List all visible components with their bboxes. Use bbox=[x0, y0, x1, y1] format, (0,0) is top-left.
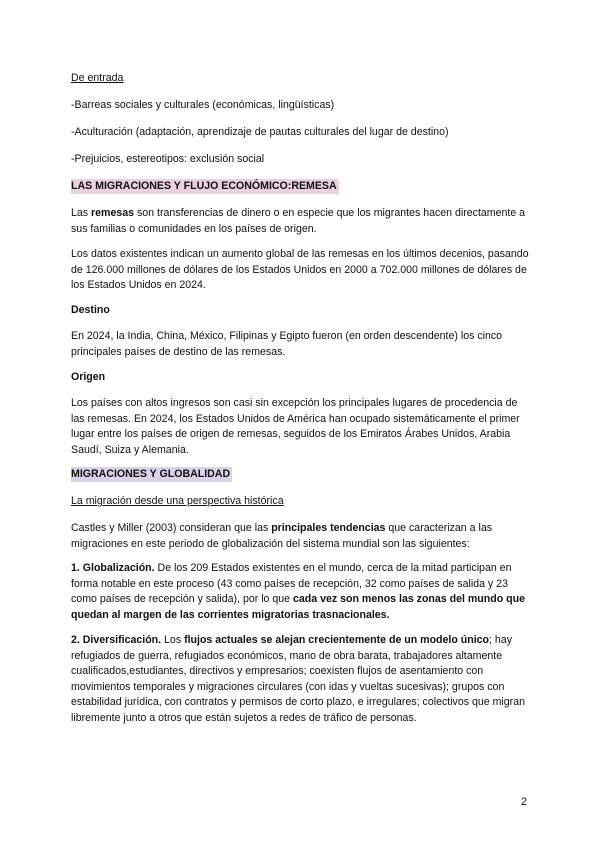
origen-text: Los países con altos ingresos son casi sin excepción los principales lugares de procedencia de las remesas. En 2024, los Estados Unidos de América han ocupado sistemáticamente el primer lugar entre los países de origen de remesas, seguidos de los Emiratos Árabes Unidos, Arabia Saudí, Suiza y Alemania. bbox=[71, 397, 520, 456]
destino-text: En 2024, la India, China, México, Filipinas y Egipto fueron (en orden descendente) los cinco principales países de destino de las remesas. bbox=[71, 330, 503, 358]
trend-2-label: 2. Diversificación. bbox=[71, 634, 162, 646]
globalidad-intro: Castles y Miller (2003) consideran que las principales tendencias que caracterizan a las migraciones en este periodo de globalización del sistema mundial son las siguientes: bbox=[71, 522, 493, 550]
globalidad-section bbox=[71, 467, 529, 483]
trend-diversificacion: 2. Diversificación. Los flujos actuales se alejan crecientemente de un modelo único; hay refugiados de guerra, refugiados económicos, mano de obra barata, trabajadores altamente cualificados,estudiantes, directivos y empresarios; coexisten flujos de asentamiento con movimientos temporales y migraciones circulares (con idas y vueltas sucesivas); grupos con estabilidad jurídica, con contratos y permisos de corto plazo, e irregulares; colectivos que migran libremente junto a otros que están sujetos a redes de tráfico de personas. bbox=[71, 634, 525, 724]
page-number: 2 bbox=[520, 796, 527, 808]
remesas-paragraph-1: Las remesas son transferencias de dinero o en especie que los migrantes hacen directamente a sus familias o comunidades en los países de origen. bbox=[71, 207, 526, 235]
intro-item-2: -Aculturación (adaptación, aprendizaje de pautas culturales del lugar de destino) bbox=[71, 126, 449, 138]
intro-heading: De entrada bbox=[71, 72, 124, 84]
remesas-term: remesas bbox=[91, 207, 135, 219]
remesas-section bbox=[71, 179, 529, 195]
globalidad-subheading: La migración desde una perspectiva histórica bbox=[71, 495, 284, 507]
trend-1-label: 1. Globalización. bbox=[71, 562, 155, 574]
globalidad-title: MIGRACIONES Y GLOBALIDAD bbox=[71, 468, 231, 480]
origen-label: Origen bbox=[71, 371, 106, 383]
trend-globalizacion: 1. Globalización. De los 209 Estados existentes en el mundo, cerca de la mitad participan en forma notable en este proceso (43 como países de recepción, 32 como países de salida y 23 como países de recepción y salida), por lo que cada vez son menos las zonas del mundo que quedan al margen de las corrientes migratorias trasnacionales. bbox=[71, 562, 525, 621]
intro-item-3: -Prejuicios, estereotipos: exclusión social bbox=[71, 153, 265, 165]
destino-label: Destino bbox=[71, 304, 110, 316]
intro-item-1: -Barreas sociales y culturales (económicas, lingüísticas) bbox=[71, 99, 335, 111]
remesas-title: LAS MIGRACIONES Y FLUJO ECONÓMICO:REMESA bbox=[71, 180, 337, 192]
remesas-paragraph-2: Los datos existentes indican un aumento global de las remesas en los últimos decenios, pasando de 126.000 millones de dólares de los Estados Unidos en 2000 a 702.000 millones de dólares de los Estados Unidos en 2024. bbox=[71, 248, 529, 292]
